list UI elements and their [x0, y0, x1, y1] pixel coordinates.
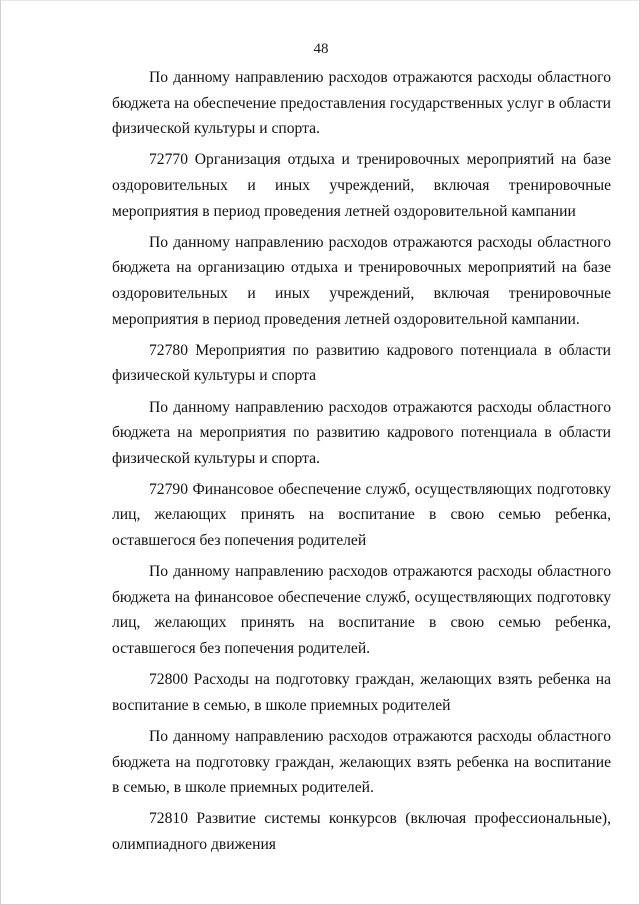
paragraph-code-72770: 72770 Организация отдыха и тренировочных мероприятий на базе оздоровительных и иных учреждений, включая тренировочные мероприятия в период проведения летней оздоровительной кампании — [112, 151, 611, 220]
paragraph-code-72810: 72810 Развитие системы конкурсов (включая профессиональные), олимпиадного движения — [112, 810, 611, 853]
paragraph-expense-description: По данному направлению расходов отражаются расходы областного бюджета на организацию отдыха и тренировочных мероприятий на базе оздоровительных и иных учреждений, включая тренировочные мероприятия в период проведения летней оздоровительной кампании. — [112, 233, 611, 328]
paragraph-code-72790: 72790 Финансовое обеспечение служб, осуществляющих подготовку лиц, желающих принять на воспитание в свою семью ребенка, оставшегося без попечения родителей — [112, 480, 611, 550]
paragraph-expense-description: По данному направлению расходов отражаются расходы областного бюджета на финансовое обеспечение служб, осуществляющих подготовку лиц, желающих принять на воспитание в свою семью ребенка, оставшегося без попечения родителей. — [112, 563, 611, 658]
paragraph-expense-description: По данному направлению расходов отражаются расходы областного бюджета на мероприятия по развитию кадрового потенциала в области физической культуры и спорта. — [112, 398, 611, 467]
paragraph-code-72800: 72800 Расходы на подготовку граждан, желающих взять ребенка на воспитание в семью, в школе приемных родителей — [112, 671, 611, 714]
page-number: 48 — [313, 41, 329, 57]
paragraph-code-72780: 72780 Мероприятия по развитию кадрового потенциала в области физической культуры и спорта — [112, 341, 611, 385]
paragraph-expense-description: По данному направлению расходов отражаются расходы областного бюджета на подготовку граждан, желающих взять ребенка на воспитание в семью, в школе приемных родителей. — [112, 728, 611, 797]
document-body — [112, 65, 611, 863]
paragraph-expense-description: По данному направлению расходов отражаются расходы областного бюджета на обеспечение предоставления государственных услуг в области физической культуры и спорта. — [112, 69, 611, 138]
